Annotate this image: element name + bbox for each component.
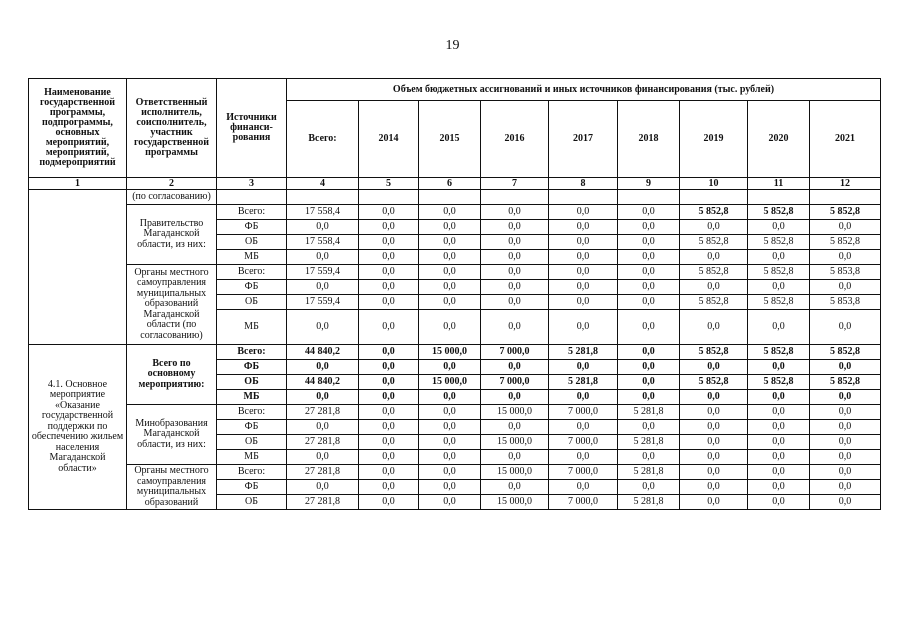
table-row	[29, 345, 881, 360]
value-cell: 5 852,8	[680, 265, 748, 280]
value-cell: 5 852,8	[748, 375, 810, 390]
page-number: 19	[445, 38, 460, 53]
column-number: 8	[549, 178, 618, 190]
value-cell: 15 000,0	[481, 405, 549, 420]
value-cell: 0,0	[618, 220, 680, 235]
value-cell: 0,0	[680, 405, 748, 420]
empty-cell	[481, 190, 549, 205]
value-cell: 5 852,8	[810, 205, 881, 220]
value-cell: 0,0	[618, 310, 680, 345]
source-cell: ОБ	[217, 295, 287, 310]
table-row	[29, 190, 881, 205]
value-cell: 17 558,4	[287, 235, 359, 250]
value-cell: 0,0	[748, 390, 810, 405]
source-cell: Всего:	[217, 265, 287, 280]
value-cell: 17 559,4	[287, 295, 359, 310]
value-cell: 17 558,4	[287, 205, 359, 220]
value-cell: 0,0	[359, 390, 419, 405]
value-cell: 0,0	[419, 405, 481, 420]
value-cell: 7 000,0	[549, 435, 618, 450]
value-cell: 0,0	[359, 405, 419, 420]
value-cell: 0,0	[549, 205, 618, 220]
program-name-cell	[29, 190, 127, 345]
value-cell: 5 281,8	[549, 375, 618, 390]
header-year: 2021	[810, 101, 881, 178]
source-cell: Всего:	[217, 405, 287, 420]
value-cell: 0,0	[359, 375, 419, 390]
value-cell: 5 852,8	[680, 205, 748, 220]
program-name-cell: 4.1. Основное мероприятие «Оказание государственной поддержки по обеспечению жильем населения Магаданской области»	[29, 345, 127, 510]
value-cell: 0,0	[359, 435, 419, 450]
value-cell: 0,0	[359, 280, 419, 295]
value-cell: 0,0	[419, 220, 481, 235]
source-cell: МБ	[217, 250, 287, 265]
header-year: 2018	[618, 101, 680, 178]
value-cell: 0,0	[549, 280, 618, 295]
value-cell: 44 840,2	[287, 375, 359, 390]
value-cell: 5 852,8	[748, 205, 810, 220]
value-cell: 0,0	[810, 465, 881, 480]
source-cell: ФБ	[217, 480, 287, 495]
value-cell: 0,0	[287, 420, 359, 435]
value-cell: 0,0	[618, 235, 680, 250]
value-cell: 0,0	[359, 265, 419, 280]
value-cell: 0,0	[549, 220, 618, 235]
value-cell: 0,0	[680, 480, 748, 495]
value-cell: 0,0	[748, 250, 810, 265]
value-cell: 0,0	[810, 405, 881, 420]
value-cell: 0,0	[419, 420, 481, 435]
value-cell: 0,0	[419, 235, 481, 250]
value-cell: 0,0	[287, 250, 359, 265]
value-cell: 0,0	[618, 345, 680, 360]
source-cell: МБ	[217, 310, 287, 345]
value-cell: 0,0	[810, 390, 881, 405]
value-cell: 7 000,0	[549, 405, 618, 420]
table-row	[29, 205, 881, 220]
value-cell: 0,0	[549, 310, 618, 345]
value-cell: 0,0	[359, 450, 419, 465]
value-cell: 0,0	[359, 345, 419, 360]
value-cell: 0,0	[481, 450, 549, 465]
header-sources: Источники финанси-рования	[217, 79, 287, 178]
source-cell: ОБ	[217, 495, 287, 510]
value-cell: 17 559,4	[287, 265, 359, 280]
source-cell: ФБ	[217, 360, 287, 375]
value-cell: 7 000,0	[481, 345, 549, 360]
table-row	[29, 465, 881, 480]
column-number: 2	[127, 178, 217, 190]
header-volume: Объем бюджетных ассигнований и иных источников финансирования (тыс. рублей)	[287, 79, 881, 101]
column-number-row	[29, 178, 881, 190]
value-cell: 0,0	[419, 205, 481, 220]
column-number: 6	[419, 178, 481, 190]
budget-table	[28, 78, 881, 510]
value-cell: 0,0	[810, 360, 881, 375]
column-number: 1	[29, 178, 127, 190]
value-cell: 0,0	[481, 480, 549, 495]
value-cell: 0,0	[810, 450, 881, 465]
continuation-text: (по согласованию)	[127, 190, 217, 205]
source-cell: ФБ	[217, 280, 287, 295]
value-cell: 0,0	[680, 280, 748, 295]
value-cell: 5 852,8	[680, 295, 748, 310]
source-cell: ОБ	[217, 375, 287, 390]
value-cell: 0,0	[287, 450, 359, 465]
value-cell: 0,0	[481, 360, 549, 375]
source-cell: Всего:	[217, 465, 287, 480]
value-cell: 7 000,0	[549, 465, 618, 480]
source-cell: Всего:	[217, 345, 287, 360]
value-cell: 0,0	[810, 220, 881, 235]
value-cell: 0,0	[810, 435, 881, 450]
value-cell: 15 000,0	[481, 465, 549, 480]
value-cell: 7 000,0	[549, 495, 618, 510]
table-body	[29, 190, 881, 510]
value-cell: 0,0	[748, 450, 810, 465]
value-cell: 44 840,2	[287, 345, 359, 360]
column-number: 10	[680, 178, 748, 190]
column-number: 7	[481, 178, 549, 190]
value-cell: 0,0	[287, 310, 359, 345]
value-cell: 0,0	[287, 280, 359, 295]
value-cell: 0,0	[680, 465, 748, 480]
value-cell: 0,0	[549, 390, 618, 405]
value-cell: 5 281,8	[618, 435, 680, 450]
value-cell: 0,0	[748, 495, 810, 510]
value-cell: 0,0	[419, 435, 481, 450]
value-cell: 0,0	[359, 480, 419, 495]
value-cell: 0,0	[810, 250, 881, 265]
header-year: 2020	[748, 101, 810, 178]
value-cell: 0,0	[419, 495, 481, 510]
value-cell: 15 000,0	[419, 345, 481, 360]
value-cell: 0,0	[359, 310, 419, 345]
value-cell: 0,0	[680, 310, 748, 345]
value-cell: 5 281,8	[618, 465, 680, 480]
column-number: 11	[748, 178, 810, 190]
empty-cell	[359, 190, 419, 205]
value-cell: 0,0	[549, 420, 618, 435]
header-year: 2014	[359, 101, 419, 178]
source-cell: ФБ	[217, 220, 287, 235]
empty-cell	[680, 190, 748, 205]
empty-cell	[618, 190, 680, 205]
header-total: Всего:	[287, 101, 359, 178]
value-cell: 0,0	[618, 450, 680, 465]
value-cell: 0,0	[618, 480, 680, 495]
empty-cell	[748, 190, 810, 205]
value-cell: 0,0	[680, 450, 748, 465]
value-cell: 5 281,8	[618, 405, 680, 420]
value-cell: 0,0	[419, 450, 481, 465]
source-cell: ОБ	[217, 435, 287, 450]
value-cell: 0,0	[359, 495, 419, 510]
value-cell: 0,0	[748, 480, 810, 495]
value-cell: 5 852,8	[810, 375, 881, 390]
value-cell: 0,0	[618, 375, 680, 390]
value-cell: 0,0	[748, 280, 810, 295]
value-cell: 0,0	[680, 420, 748, 435]
value-cell: 0,0	[549, 235, 618, 250]
value-cell: 0,0	[419, 280, 481, 295]
value-cell: 0,0	[810, 280, 881, 295]
value-cell: 0,0	[680, 495, 748, 510]
value-cell: 0,0	[618, 250, 680, 265]
value-cell: 0,0	[359, 465, 419, 480]
value-cell: 0,0	[549, 265, 618, 280]
empty-cell	[287, 190, 359, 205]
value-cell: 0,0	[481, 235, 549, 250]
value-cell: 0,0	[419, 360, 481, 375]
value-cell: 0,0	[359, 360, 419, 375]
value-cell: 5 853,8	[810, 295, 881, 310]
empty-cell	[217, 190, 287, 205]
responsible-cell: Правительство Магаданской области, из них:	[127, 205, 217, 265]
value-cell: 0,0	[810, 480, 881, 495]
value-cell: 0,0	[481, 205, 549, 220]
value-cell: 0,0	[748, 220, 810, 235]
value-cell: 0,0	[481, 265, 549, 280]
value-cell: 0,0	[810, 420, 881, 435]
value-cell: 0,0	[549, 450, 618, 465]
value-cell: 0,0	[549, 480, 618, 495]
value-cell: 27 281,8	[287, 405, 359, 420]
value-cell: 0,0	[481, 250, 549, 265]
value-cell: 0,0	[618, 360, 680, 375]
value-cell: 0,0	[680, 390, 748, 405]
column-number: 9	[618, 178, 680, 190]
value-cell: 0,0	[419, 310, 481, 345]
value-cell: 0,0	[549, 250, 618, 265]
value-cell: 0,0	[680, 435, 748, 450]
value-cell: 0,0	[618, 420, 680, 435]
value-cell: 5 281,8	[549, 345, 618, 360]
value-cell: 5 281,8	[618, 495, 680, 510]
source-cell: ОБ	[217, 235, 287, 250]
source-cell: МБ	[217, 390, 287, 405]
source-cell: Всего:	[217, 205, 287, 220]
empty-cell	[810, 190, 881, 205]
value-cell: 0,0	[287, 360, 359, 375]
table-row	[29, 405, 881, 420]
responsible-cell: Органы местного самоуправления муниципальных образований Магаданской области (по согласованию)	[127, 265, 217, 345]
value-cell: 0,0	[748, 405, 810, 420]
value-cell: 0,0	[618, 390, 680, 405]
column-number: 12	[810, 178, 881, 190]
value-cell: 0,0	[359, 295, 419, 310]
value-cell: 0,0	[359, 205, 419, 220]
value-cell: 0,0	[419, 250, 481, 265]
value-cell: 0,0	[618, 205, 680, 220]
value-cell: 5 852,8	[748, 265, 810, 280]
source-cell: МБ	[217, 450, 287, 465]
value-cell: 0,0	[287, 220, 359, 235]
value-cell: 5 852,8	[810, 345, 881, 360]
value-cell: 0,0	[419, 390, 481, 405]
value-cell: 15 000,0	[481, 495, 549, 510]
empty-cell	[419, 190, 481, 205]
header-year: 2016	[481, 101, 549, 178]
value-cell: 0,0	[359, 420, 419, 435]
value-cell: 0,0	[748, 465, 810, 480]
value-cell: 0,0	[481, 220, 549, 235]
column-number: 3	[217, 178, 287, 190]
value-cell: 27 281,8	[287, 465, 359, 480]
value-cell: 0,0	[810, 310, 881, 345]
source-cell: ФБ	[217, 420, 287, 435]
value-cell: 5 852,8	[680, 235, 748, 250]
value-cell: 5 852,8	[810, 235, 881, 250]
value-cell: 27 281,8	[287, 495, 359, 510]
value-cell: 0,0	[618, 280, 680, 295]
header-year: 2017	[549, 101, 618, 178]
value-cell: 0,0	[481, 280, 549, 295]
value-cell: 0,0	[481, 295, 549, 310]
value-cell: 0,0	[748, 310, 810, 345]
value-cell: 5 852,8	[748, 345, 810, 360]
value-cell: 27 281,8	[287, 435, 359, 450]
value-cell: 0,0	[419, 265, 481, 280]
value-cell: 0,0	[419, 465, 481, 480]
header-program: Наименование государственной программы, подпрограммы, основных мероприятий, мероприятий, подмероприятий	[29, 79, 127, 178]
value-cell: 0,0	[748, 360, 810, 375]
value-cell: 0,0	[419, 480, 481, 495]
responsible-cell: Минобразования Магаданской области, из них:	[127, 405, 217, 465]
value-cell: 0,0	[680, 220, 748, 235]
value-cell: 0,0	[618, 265, 680, 280]
value-cell: 7 000,0	[481, 375, 549, 390]
responsible-cell: Всего по основному мероприятию:	[127, 345, 217, 405]
value-cell: 0,0	[481, 420, 549, 435]
value-cell: 0,0	[748, 435, 810, 450]
value-cell: 0,0	[748, 420, 810, 435]
header-year: 2015	[419, 101, 481, 178]
value-cell: 0,0	[287, 480, 359, 495]
value-cell: 15 000,0	[481, 435, 549, 450]
value-cell: 5 853,8	[810, 265, 881, 280]
value-cell: 5 852,8	[748, 235, 810, 250]
value-cell: 0,0	[618, 295, 680, 310]
value-cell: 5 852,8	[680, 345, 748, 360]
value-cell: 0,0	[419, 295, 481, 310]
value-cell: 0,0	[549, 360, 618, 375]
column-number: 5	[359, 178, 419, 190]
value-cell: 0,0	[481, 310, 549, 345]
column-number: 4	[287, 178, 359, 190]
value-cell: 0,0	[549, 295, 618, 310]
value-cell: 0,0	[359, 235, 419, 250]
value-cell: 15 000,0	[419, 375, 481, 390]
table-row	[29, 265, 881, 280]
value-cell: 0,0	[680, 360, 748, 375]
value-cell: 5 852,8	[748, 295, 810, 310]
header-responsible: Ответственный исполнитель, соисполнитель, участник государственной программы	[127, 79, 217, 178]
value-cell: 5 852,8	[680, 375, 748, 390]
value-cell: 0,0	[287, 390, 359, 405]
value-cell: 0,0	[481, 390, 549, 405]
value-cell: 0,0	[810, 495, 881, 510]
responsible-cell: Органы местного самоуправления муниципальных образований	[127, 465, 217, 510]
header-year: 2019	[680, 101, 748, 178]
value-cell: 0,0	[359, 250, 419, 265]
empty-cell	[549, 190, 618, 205]
value-cell: 0,0	[680, 250, 748, 265]
value-cell: 0,0	[359, 220, 419, 235]
